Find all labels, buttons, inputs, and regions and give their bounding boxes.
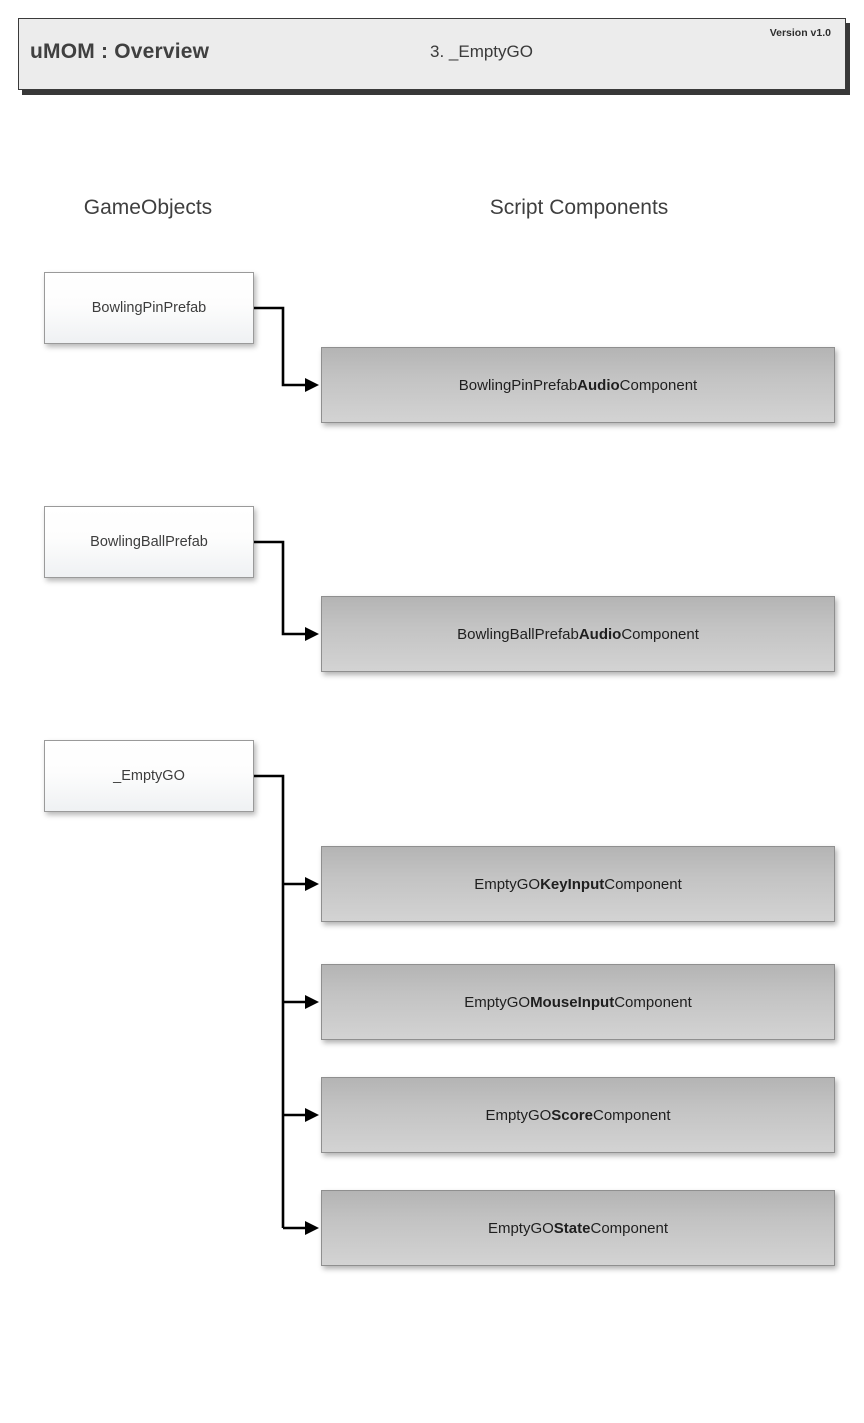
component-label: EmptyGOScoreComponent [485,1106,671,1124]
gameobject-node [44,506,254,578]
column-title-gameobjects: GameObjects [83,196,213,219]
gameobject-node [44,740,254,812]
component-label: EmptyGOStateComponent [487,1219,669,1237]
component-label: BowlingPinPrefabAudioComponent [458,376,698,394]
script-component-node [321,964,835,1040]
version-label: Version v1.0 [769,27,831,39]
gameobject-node [44,272,254,344]
script-component-node [321,596,835,672]
script-component-node [321,846,835,922]
component-label: EmptyGOMouseInputComponent [464,993,692,1011]
component-label: EmptyGOKeyInputComponent [474,875,682,893]
script-component-node [321,1077,835,1153]
gameobject-label: _EmptyGO [113,768,185,784]
script-component-node [321,347,835,423]
page-subtitle: 3. _EmptyGO [430,42,533,61]
script-component-node [321,1190,835,1266]
page-title: uMOM : Overview [30,40,210,63]
component-label: BowlingBallPrefabAudioComponent [457,625,699,643]
column-title-script-components: Script Components [489,196,669,219]
gameobject-label: BowlingPinPrefab [91,300,207,316]
gameobject-label: BowlingBallPrefab [90,534,208,550]
